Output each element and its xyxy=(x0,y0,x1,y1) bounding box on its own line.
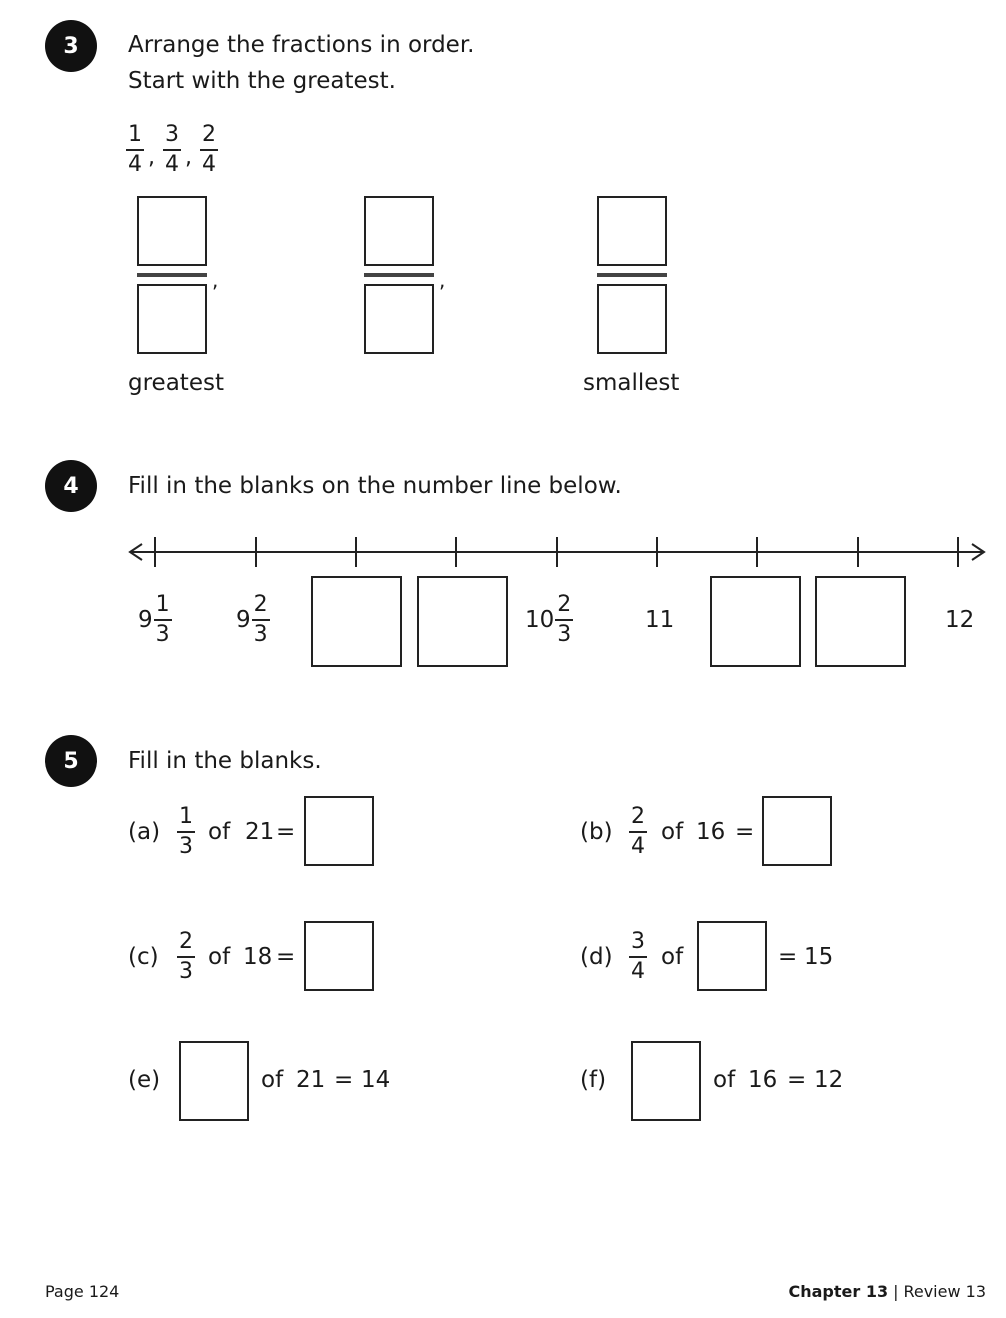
number-line-label-6: 11 xyxy=(645,607,675,633)
fraction-a: 1 3 xyxy=(179,804,193,859)
answer-box-numerator-1[interactable] xyxy=(137,196,207,266)
number-line-label-1: 9 $\frac{1}{3}$ xyxy=(138,592,170,647)
number-line-blank-8[interactable] xyxy=(815,576,906,667)
of-text: of xyxy=(661,819,684,845)
q3-separator: , xyxy=(185,144,192,170)
equals-sign: = xyxy=(735,819,755,845)
answer-box-numerator-2[interactable] xyxy=(364,196,434,266)
answer-box-denominator-1[interactable] xyxy=(137,284,207,354)
chapter-footer xyxy=(788,1282,986,1301)
value-b: 16 xyxy=(696,819,726,845)
number-line-label-2: 9 $\frac{2}{3}$ xyxy=(236,592,268,647)
equals-sign: = xyxy=(778,944,798,970)
of-text: of xyxy=(208,944,231,970)
q4-instruction: Fill in the blanks on the number line below. xyxy=(128,473,622,499)
q3-fraction-list xyxy=(126,124,218,176)
value-c: 18 xyxy=(243,944,273,970)
chapter-label: Chapter 13 xyxy=(788,1282,889,1301)
q3-fraction-3: $\frac{2}{4}$ xyxy=(202,122,216,177)
of-text: of xyxy=(208,819,231,845)
q3-fraction-2: $\frac{3}{4}$ xyxy=(165,122,179,177)
equals-sign: = xyxy=(276,944,296,970)
q3-separator: , xyxy=(439,268,446,292)
number-line xyxy=(0,530,1006,574)
number-line-blank-3[interactable] xyxy=(311,576,402,667)
question-number-3: 3 xyxy=(45,20,97,72)
fraction-c: 2 3 xyxy=(179,929,193,984)
fraction-bar xyxy=(597,273,667,277)
value-a: 21 xyxy=(245,819,275,845)
value-f: 16 xyxy=(748,1067,778,1093)
part-label-c: (c) xyxy=(128,944,159,970)
equals-sign: = xyxy=(334,1067,354,1093)
number-line-label-9: 12 xyxy=(945,607,975,633)
question-number-5: 5 xyxy=(45,735,97,787)
result-f: 12 xyxy=(814,1067,844,1093)
equals-sign: = xyxy=(276,819,296,845)
of-text: of xyxy=(661,944,684,970)
part-label-e: (e) xyxy=(128,1067,161,1093)
answer-box-numerator-3[interactable] xyxy=(597,196,667,266)
answer-box-denominator-3[interactable] xyxy=(597,284,667,354)
part-label-d: (d) xyxy=(580,944,613,970)
fraction-bar xyxy=(364,273,434,277)
question-number-4: 4 xyxy=(45,460,97,512)
equals-sign: = xyxy=(787,1067,807,1093)
q3-instruction-line2: Start with the greatest. xyxy=(128,68,396,94)
number-line-blank-7[interactable] xyxy=(710,576,801,667)
label-smallest: smallest xyxy=(583,370,680,396)
answer-box-f[interactable] xyxy=(631,1041,701,1121)
part-label-b: (b) xyxy=(580,819,613,845)
part-label-f: (f) xyxy=(580,1067,607,1093)
number-line-blank-4[interactable] xyxy=(417,576,508,667)
q3-separator: , xyxy=(148,144,155,170)
label-greatest: greatest xyxy=(128,370,224,396)
review-label: Review 13 xyxy=(903,1282,986,1301)
fraction-d: 3 4 xyxy=(631,929,645,984)
part-label-a: (a) xyxy=(128,819,161,845)
number-line-label-5: 10 $\frac{2}{3}$ xyxy=(525,592,572,647)
of-text: of xyxy=(713,1067,736,1093)
answer-box-denominator-2[interactable] xyxy=(364,284,434,354)
answer-box-e[interactable] xyxy=(179,1041,249,1121)
q5-instruction: Fill in the blanks. xyxy=(128,748,322,774)
result-e: 14 xyxy=(361,1067,391,1093)
answer-box-d[interactable] xyxy=(697,921,767,991)
q3-fraction-1: $\frac{1}{4}$ xyxy=(128,122,142,177)
value-e: 21 xyxy=(296,1067,326,1093)
of-text: of xyxy=(261,1067,284,1093)
fraction-b: 2 4 xyxy=(631,804,645,859)
page-number: Page 124 xyxy=(45,1282,120,1301)
answer-box-c[interactable] xyxy=(304,921,374,991)
answer-box-b[interactable] xyxy=(762,796,832,866)
answer-box-a[interactable] xyxy=(304,796,374,866)
q3-instruction-line1: Arrange the fractions in order. xyxy=(128,32,475,58)
footer-divider: | xyxy=(893,1282,899,1301)
fraction-bar xyxy=(137,273,207,277)
result-d: 15 xyxy=(804,944,834,970)
q3-separator: , xyxy=(212,268,219,292)
